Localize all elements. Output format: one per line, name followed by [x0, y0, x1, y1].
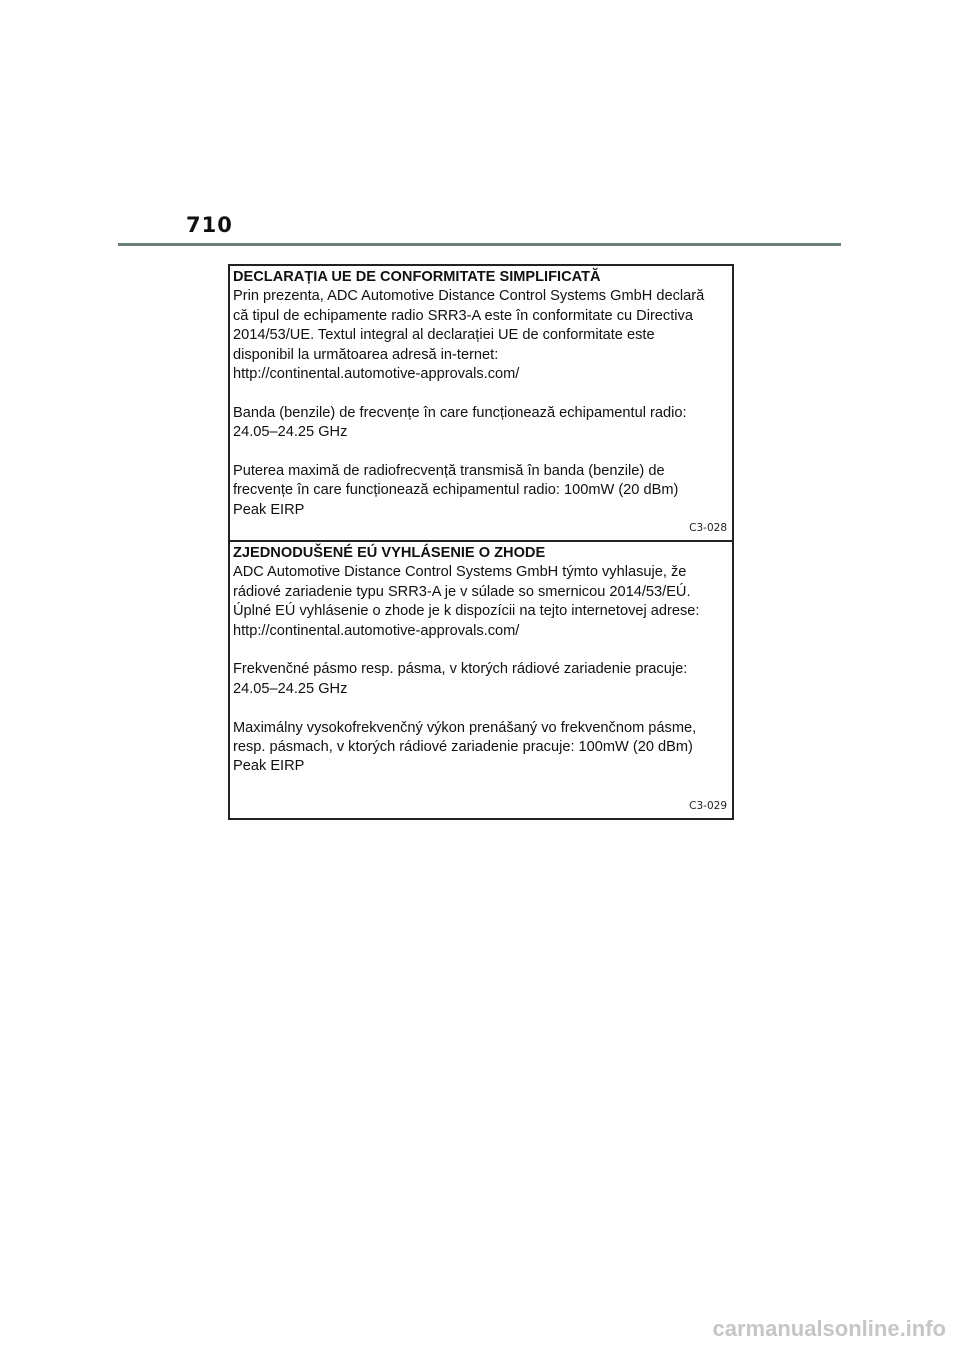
- section-title: DECLARAȚIA UE DE CONFORMITATE SIMPLIFICATĂ: [233, 269, 601, 285]
- section-paragraph: Banda (benzile) de frecvențe în care funcționează echipamentul radio: 24.05–24.25 GHz: [233, 404, 687, 441]
- section-title: ZJEDNODUŠENÉ EÚ VYHLÁSENIE O ZHODE: [233, 545, 546, 561]
- section-paragraph: Frekvenčné pásmo resp. pásma, v ktorých rádiové zariadenie pracuje: 24.05–24.25 GHz: [233, 661, 688, 697]
- page-number: 710: [186, 213, 233, 237]
- declaration-section-slovak: [230, 542, 732, 818]
- section-code: C3-028: [689, 522, 727, 534]
- section-paragraph: ADC Automotive Distance Control Systems GmbH týmto vyhlasuje, že rádiové zariadenie typu SRR3-A je v súlade so smernicou 2014/53/EÚ. Úplné EÚ vyhlásenie o zhode je k dispozícii na tejto internetovej adrese: http://continental.automotive-approvals.com/: [233, 564, 700, 639]
- header-rule: [118, 243, 841, 246]
- section-paragraph: Puterea maximă de radiofrecvență transmisă în banda (benzile) de frecvențe în care funcționează echipamentul radio: 100mW (20 dBm) Peak EIRP: [233, 463, 679, 518]
- declaration-box: [228, 264, 734, 820]
- section-paragraph: Prin prezenta, ADC Automotive Distance Control Systems GmbH declară că tipul de echipamente radio SRR3-A este în conformitate cu Directiva 2014/53/UE. Textul integral al declarației UE de conformitate este disponibil la următoarea adresă in-ternet: http://continental.automotive-approvals.com/: [233, 288, 705, 383]
- declaration-section-romanian: [230, 266, 732, 542]
- section-code: C3-029: [689, 800, 727, 812]
- section-paragraph: Maximálny vysokofrekvenčný výkon prenášaný vo frekvenčnom pásme, resp. pásmach, v ktorých rádiové zariadenie pracuje: 100mW (20 dBm) Peak EIRP: [233, 719, 697, 775]
- watermark: carmanualsonline.info: [712, 1316, 946, 1341]
